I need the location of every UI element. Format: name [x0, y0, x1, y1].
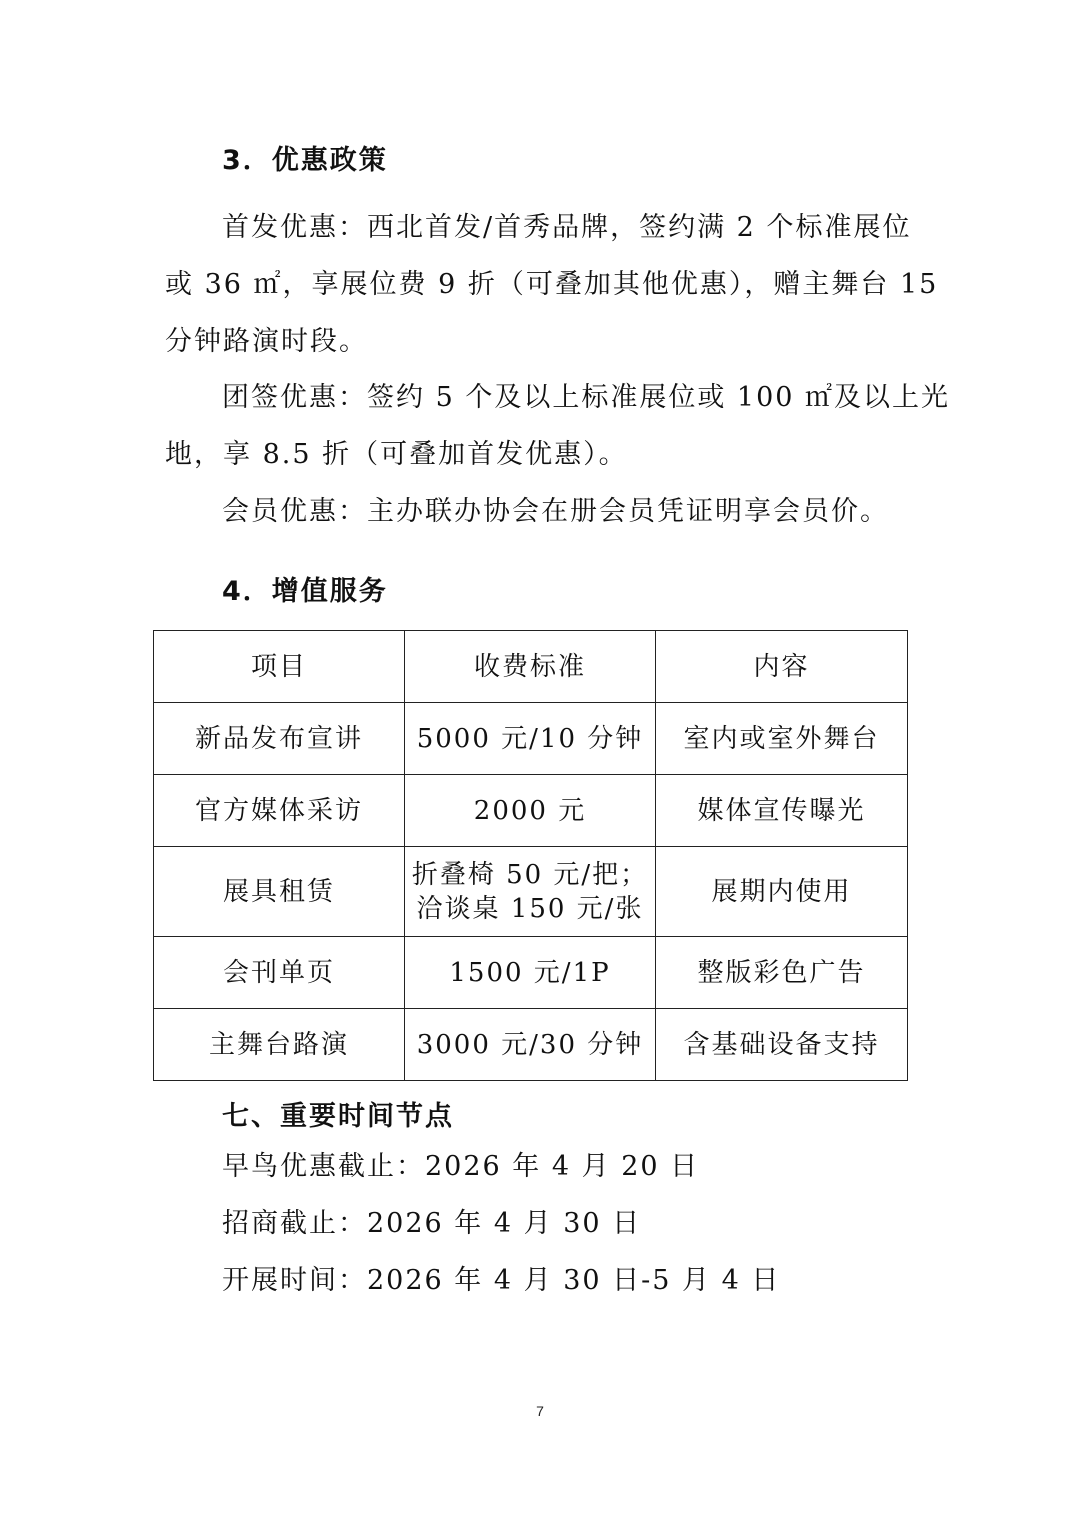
table-cell: 媒体宣传曝光: [656, 775, 908, 847]
table-header-row: [154, 631, 908, 703]
table-row: [154, 703, 908, 775]
group-discount-line-2: 地，享 8.5 折（可叠加首发优惠）。: [165, 439, 628, 470]
value-added-services-table: [153, 630, 908, 1081]
table-cell: 室内或室外舞台: [656, 703, 908, 775]
recruitment-deadline: 招商截止：2026 年 4 月 30 日: [222, 1208, 642, 1239]
table-row: [154, 1009, 908, 1081]
table-cell: 会刊单页: [154, 937, 405, 1009]
section-3-heading: 3．优惠政策: [222, 145, 388, 176]
page-number: 7: [536, 1403, 544, 1419]
table-cell: 3000 元/30 分钟: [405, 1009, 656, 1081]
table-row: [154, 937, 908, 1009]
table-row: [154, 775, 908, 847]
early-bird-deadline: 早鸟优惠截止：2026 年 4 月 20 日: [222, 1151, 700, 1182]
section-4-heading: 4．增值服务: [222, 576, 388, 607]
header-cell-item: 项目: [154, 631, 405, 703]
section-7-heading: 七、重要时间节点: [222, 1101, 454, 1132]
first-launch-discount-line-1: 首发优惠：西北首发/首秀品牌，签约满 2 个标准展位: [222, 212, 912, 243]
table-cell: 官方媒体采访: [154, 775, 405, 847]
table-row: [154, 847, 908, 937]
header-cell-fee: 收费标准: [405, 631, 656, 703]
table-cell: 2000 元: [405, 775, 656, 847]
group-discount-line-1: 团签优惠：签约 5 个及以上标准展位或 100 ㎡及以上光: [222, 382, 951, 413]
table-cell: 展期内使用: [656, 847, 908, 937]
first-launch-discount-line-3: 分钟路演时段。: [165, 326, 368, 357]
table-cell: 整版彩色广告: [656, 937, 908, 1009]
table-cell: 含基础设备支持: [656, 1009, 908, 1081]
first-launch-discount-line-2: 或 36 ㎡，享展位费 9 折（可叠加其他优惠），赠主舞台 15: [165, 269, 939, 300]
table-cell: 1500 元/1P: [405, 937, 656, 1009]
table-cell: 5000 元/10 分钟: [405, 703, 656, 775]
header-cell-content: 内容: [656, 631, 908, 703]
table-cell: 折叠椅 50 元/把； 洽谈桌 150 元/张: [405, 847, 656, 937]
table-cell: 新品发布宣讲: [154, 703, 405, 775]
member-discount-line: 会员优惠：主办联办协会在册会员凭证明享会员价。: [222, 496, 889, 527]
exhibition-dates: 开展时间：2026 年 4 月 30 日-5 月 4 日: [222, 1265, 781, 1296]
table-cell: 展具租赁: [154, 847, 405, 937]
table-cell: 主舞台路演: [154, 1009, 405, 1081]
